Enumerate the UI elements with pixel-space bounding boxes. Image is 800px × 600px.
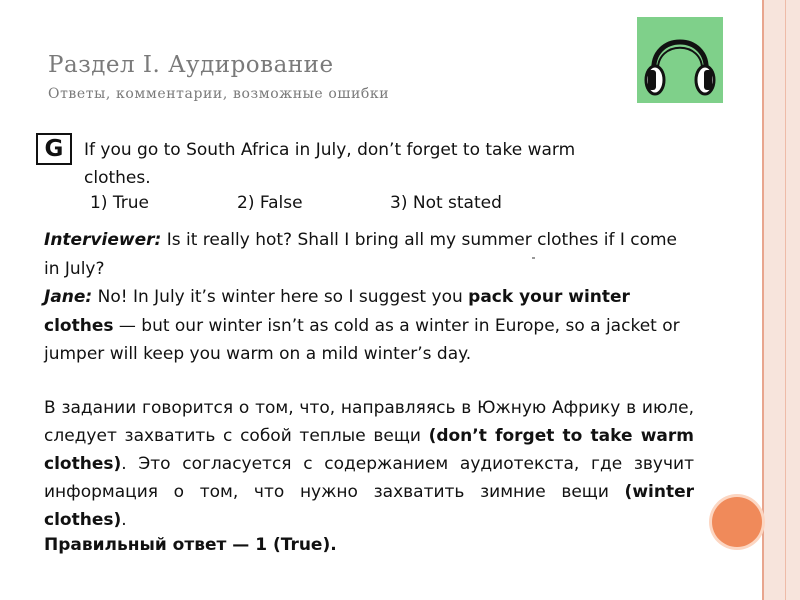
analysis-text-1: В задании говорится о том, что, направляясь в Южную Африку в июле, следует захватить с собой теплые вещи [44, 398, 694, 446]
jane-line [44, 283, 694, 369]
speaker-interviewer: Interviewer: [44, 230, 162, 250]
task-letter-box: G [36, 133, 72, 165]
jane-text-2: — but our winter isn’t as cold as a winter in Europe, so a jacket or jumper will keep you warm on a mild winter’s day. [44, 315, 680, 364]
decorative-stripe-line [762, 0, 764, 600]
option-not-stated: 3) Not stated [390, 193, 502, 213]
slide-subtitle: Ответы, комментарии, возможные ошибки [48, 86, 390, 102]
jane-key-phrase: pack your winter clothes [44, 287, 630, 336]
option-false: 2) False [237, 193, 303, 213]
headphones-icon [634, 14, 726, 106]
analysis-text-2: . Это согласуется с содержанием аудиотекста, где звучит информация о том, что нужно захватить зимние вещи [44, 454, 694, 502]
interviewer-line [44, 226, 694, 283]
analysis-key-phrase-1: (don’t forget to take warm clothes) [44, 426, 694, 474]
speaker-jane: Jane: [44, 287, 93, 307]
slide-title: Раздел I. Аудирование [48, 52, 334, 78]
dialogue-transcript [44, 226, 694, 369]
analysis-key-phrase-2: (winter clothes) [44, 482, 694, 530]
analysis-paragraph [44, 394, 694, 534]
task-statement: If you go to South Africa in July, don’t forget to take warm clothes. [84, 140, 576, 188]
correct-answer: Правильный ответ — 1 (True). [44, 535, 337, 555]
jane-text-1: No! In July it’s winter here so I suggest you [92, 287, 469, 307]
decorative-stripe-line [785, 0, 786, 600]
interviewer-text: Is it really hot? Shall I bring all my summer clothes if I come in July? [44, 230, 678, 279]
decorative-speck [532, 257, 535, 259]
option-true: 1) True [90, 193, 149, 213]
decorative-orange-circle [712, 497, 762, 547]
analysis-text-3: . [121, 510, 127, 530]
decorative-stripe-band [764, 0, 800, 600]
